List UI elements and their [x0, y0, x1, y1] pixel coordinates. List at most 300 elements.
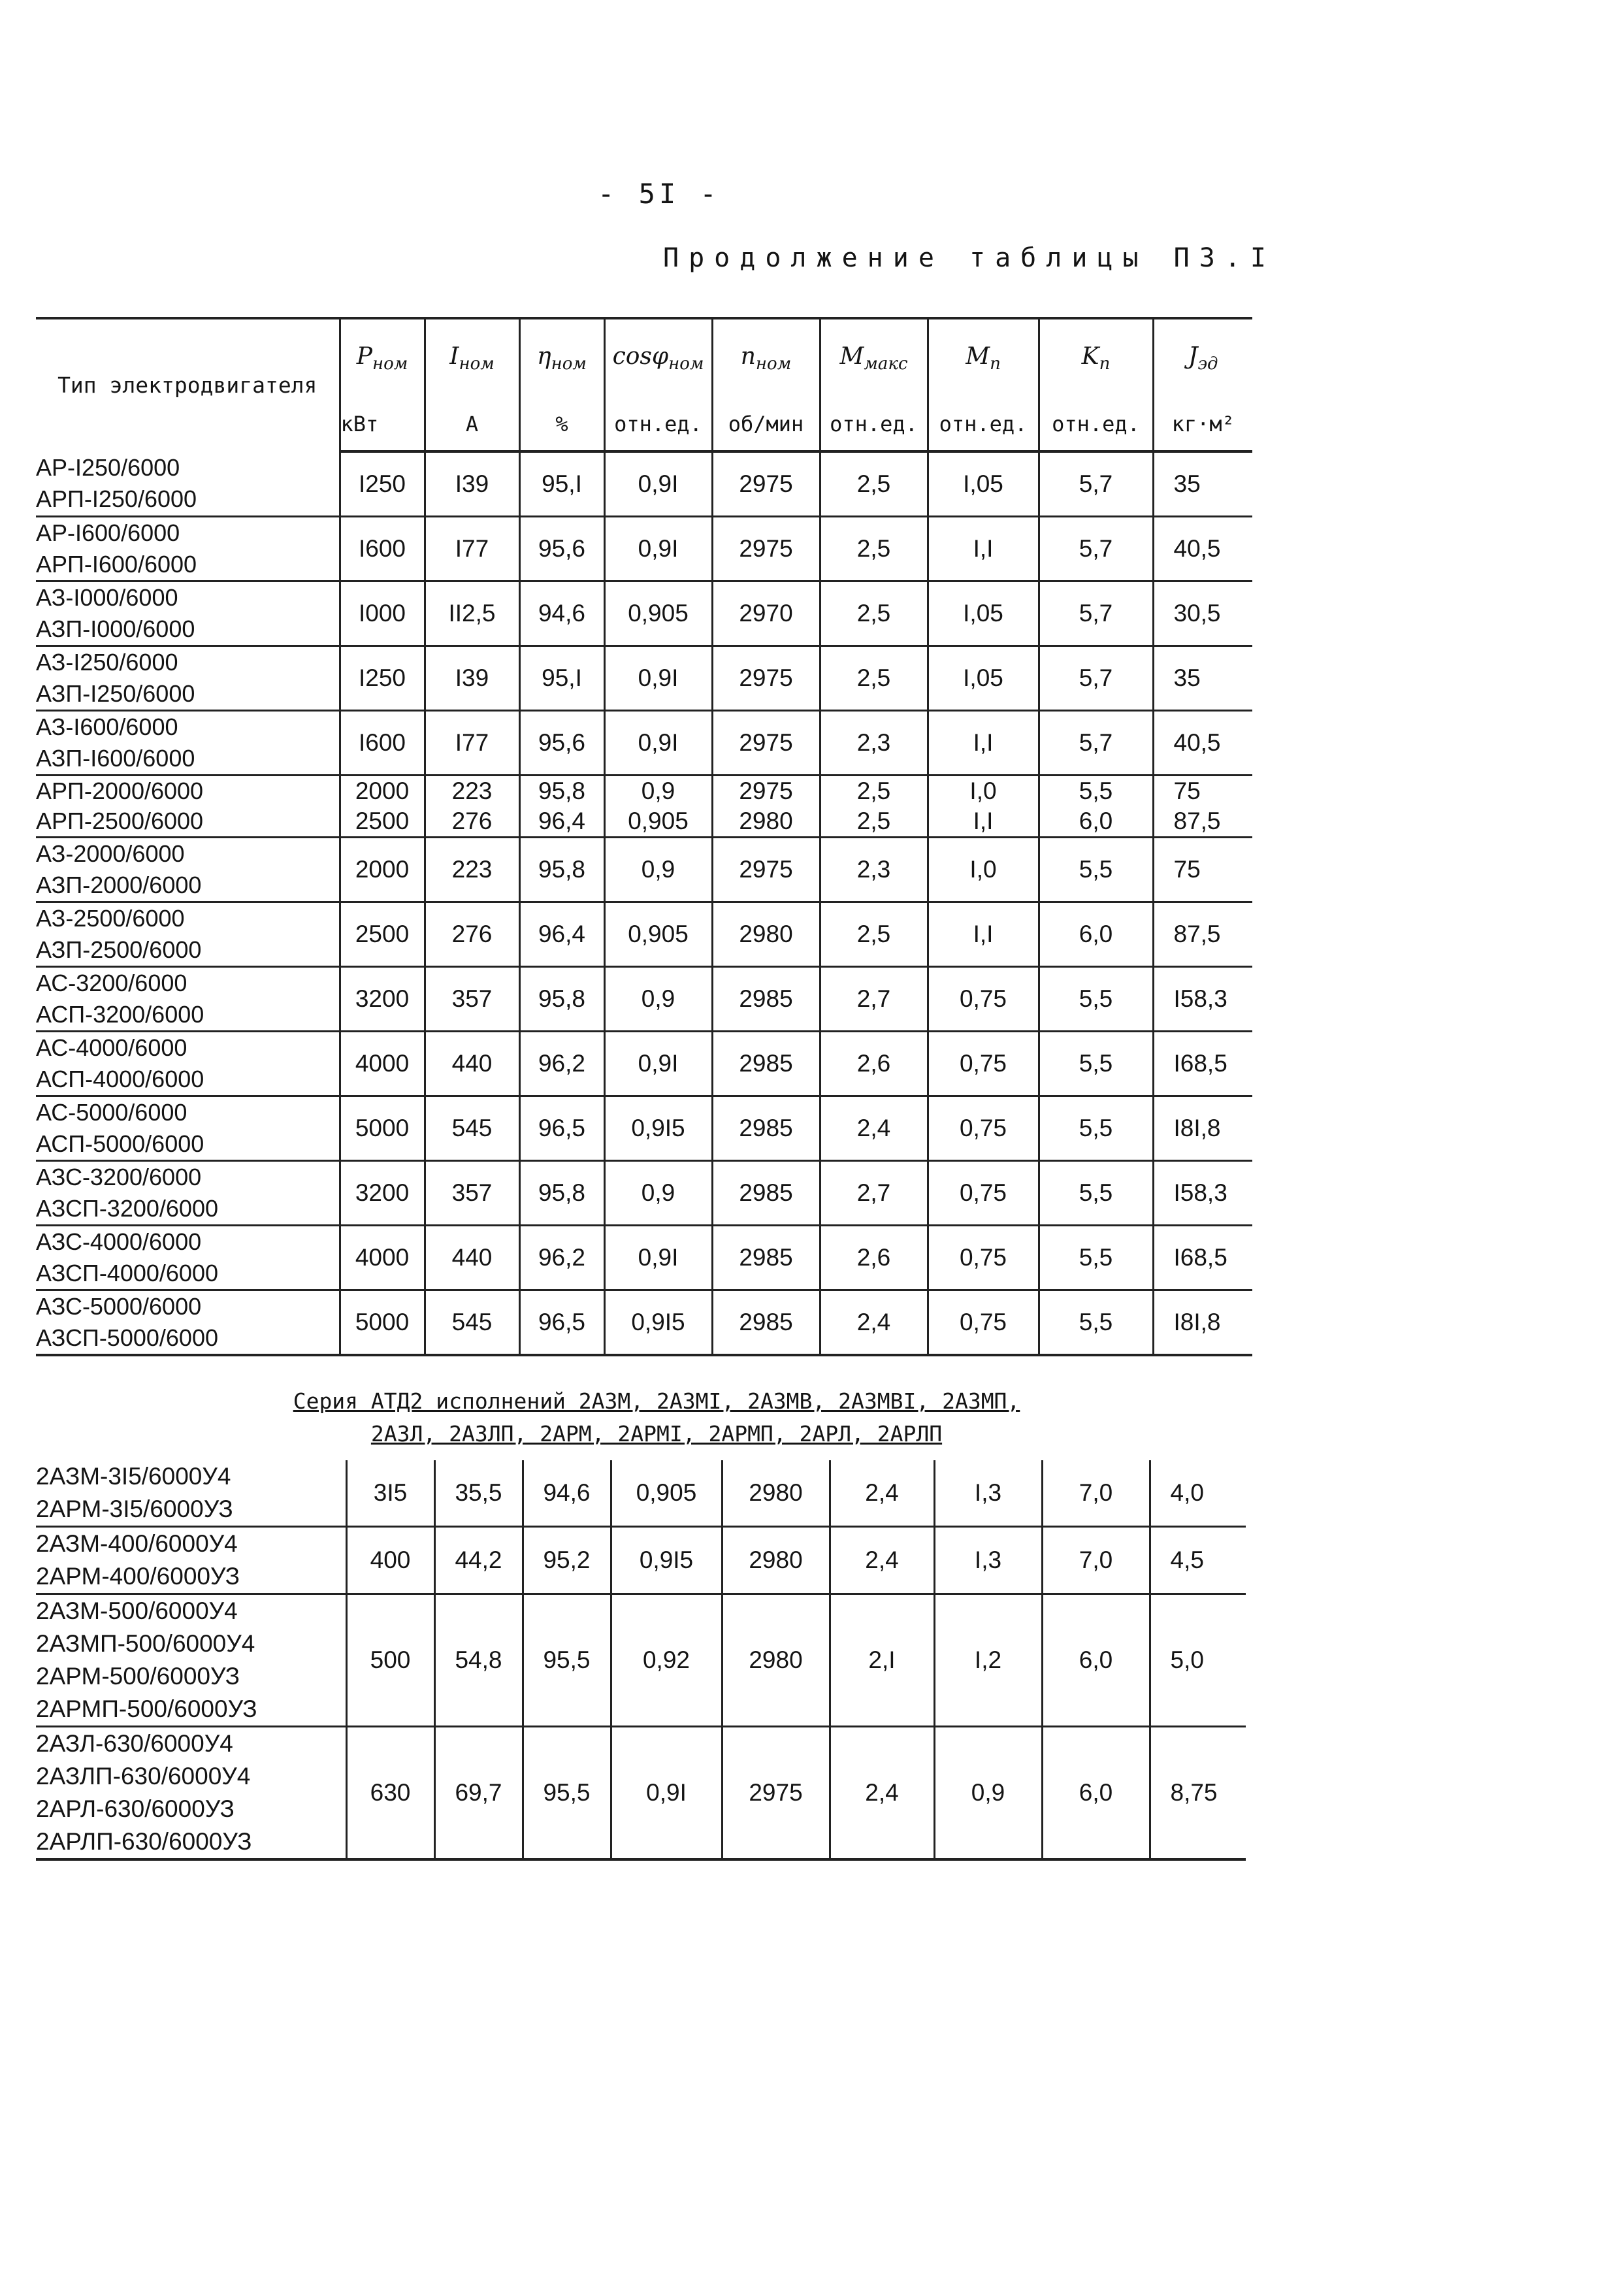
value-cell	[712, 1161, 820, 1226]
value-cell: 95,2	[523, 1527, 611, 1594]
motor-type-cell	[36, 1727, 346, 1860]
value-cell	[340, 1032, 425, 1096]
table-row	[36, 646, 1252, 711]
motor-type-name: 2АРМ-400/6000УЗ	[36, 1563, 240, 1590]
value-cell	[1039, 776, 1153, 838]
value-text: 87,5	[1173, 808, 1221, 834]
value-cell: 0,905	[611, 1460, 722, 1527]
motor-type-name: 2АЗЛП-630/6000У4	[36, 1763, 251, 1790]
value-text: II2,5	[448, 600, 496, 627]
value-text: 2980	[739, 808, 793, 834]
value-cell	[712, 451, 820, 517]
value-text: 0,905	[628, 921, 689, 947]
motor-type-name: АСП-3200/6000	[36, 1001, 204, 1028]
value-text: I,I	[973, 729, 994, 756]
value-text: 5,5	[1079, 1309, 1113, 1335]
motor-type-name: АЗ-2500/6000	[36, 905, 185, 932]
value-cell	[425, 838, 519, 902]
value-text: 0,9I	[638, 535, 679, 562]
value-cell	[604, 451, 712, 517]
value-text: 223	[451, 777, 493, 804]
value-cell	[820, 1032, 928, 1096]
motor-type-cell	[36, 838, 340, 902]
value-text: 0,9I	[638, 1050, 679, 1077]
value-text: 2,5	[856, 470, 891, 497]
value-cell	[928, 1096, 1039, 1161]
value-text: 2,7	[856, 1179, 891, 1206]
value-cell	[340, 1226, 425, 1290]
value-text: 5,5	[1079, 856, 1113, 883]
value-cell: I,3	[934, 1527, 1042, 1594]
value-cell	[604, 1161, 712, 1226]
value-cell	[1039, 1096, 1153, 1161]
value-cell	[340, 1161, 425, 1226]
value-cell	[604, 838, 712, 902]
value-text: 5,7	[1079, 664, 1113, 691]
motor-type-name: АС-5000/6000	[36, 1099, 187, 1126]
value-text: 0,75	[959, 1115, 1007, 1141]
column-header-symbol: $J_{эд}$	[1153, 318, 1252, 398]
value-text: 2500	[355, 921, 410, 947]
motor-type-cell	[36, 1161, 340, 1226]
value-text: 95,I	[542, 470, 582, 497]
motor-type-cell	[36, 1032, 340, 1096]
value-text: I250	[358, 470, 406, 497]
value-cell	[425, 967, 519, 1032]
motor-type-name: 2АЗЛ-630/6000У4	[36, 1730, 233, 1757]
value-cell: 0,9I5	[611, 1527, 722, 1594]
value-text: I68,5	[1173, 1050, 1227, 1077]
motor-type-cell	[36, 581, 340, 646]
column-header-symbol: cosφ$_{ном}$	[604, 318, 712, 398]
value-cell	[340, 451, 425, 517]
value-text: 95,8	[538, 1179, 585, 1206]
value-cell	[604, 517, 712, 581]
value-text: 94,6	[538, 600, 585, 627]
motor-type-name: АЗСП-3200/6000	[36, 1195, 218, 1222]
value-text: 545	[451, 1115, 493, 1141]
value-text: 0,9I5	[631, 1115, 685, 1141]
value-cell	[519, 711, 604, 776]
value-cell	[604, 1096, 712, 1161]
value-text: 87,5	[1173, 921, 1221, 947]
value-text: I58,3	[1173, 985, 1227, 1012]
value-text: 96,4	[538, 808, 585, 834]
value-cell: 95,5	[523, 1594, 611, 1727]
column-header-unit: А	[425, 398, 519, 451]
value-cell	[820, 581, 928, 646]
motor-type-name: АЗП-2000/6000	[36, 872, 202, 898]
value-cell	[928, 646, 1039, 711]
value-cell	[519, 776, 604, 838]
motor-type-name: АЗС-5000/6000	[36, 1293, 202, 1320]
value-text: 5,7	[1079, 470, 1113, 497]
value-cell: 0,9I	[611, 1727, 722, 1860]
value-cell	[340, 1096, 425, 1161]
value-cell	[928, 711, 1039, 776]
motor-type-cell	[36, 646, 340, 711]
value-text: 95,6	[538, 535, 585, 562]
table-row	[36, 1727, 1246, 1860]
value-cell	[1153, 902, 1252, 967]
motor-type-name: 2АЗМ-400/6000У4	[36, 1530, 238, 1557]
value-cell	[712, 967, 820, 1032]
value-text: 2500	[355, 808, 410, 834]
motor-type-name: АС-4000/6000	[36, 1034, 187, 1061]
value-cell	[928, 838, 1039, 902]
motor-type-name: АР-I600/6000	[36, 519, 180, 546]
value-cell	[519, 451, 604, 517]
table-row	[36, 967, 1252, 1032]
value-cell	[1039, 1290, 1153, 1356]
value-cell	[519, 517, 604, 581]
value-cell: 6,0	[1042, 1594, 1150, 1727]
value-cell	[712, 711, 820, 776]
column-header-unit: об/мин	[712, 398, 820, 451]
value-text: 2985	[739, 1244, 793, 1271]
value-cell	[712, 646, 820, 711]
value-text: 95,I	[542, 664, 582, 691]
value-cell	[1039, 711, 1153, 776]
motor-parameters-table	[36, 317, 1252, 1356]
value-cell	[928, 451, 1039, 517]
value-text: 35	[1173, 664, 1201, 691]
value-cell	[1153, 1096, 1252, 1161]
motor-type-cell	[36, 451, 340, 517]
value-cell	[425, 1161, 519, 1226]
motor-type-name: АЗС-4000/6000	[36, 1228, 202, 1255]
value-cell	[340, 776, 425, 838]
value-cell	[604, 902, 712, 967]
value-cell: 400	[346, 1527, 434, 1594]
value-text: I,I	[973, 921, 994, 947]
value-text: 3200	[355, 1179, 410, 1206]
value-text: 2985	[739, 1309, 793, 1335]
value-text: 5,7	[1079, 600, 1113, 627]
motor-type-name: АЗ-I250/6000	[36, 649, 178, 676]
value-cell	[425, 451, 519, 517]
value-text: I77	[455, 535, 489, 562]
value-cell	[340, 711, 425, 776]
motor-type-name: 2АРМ-3I5/6000УЗ	[36, 1496, 233, 1522]
value-text: 5000	[355, 1115, 410, 1141]
value-text: 0,75	[959, 1179, 1007, 1206]
value-cell	[519, 1161, 604, 1226]
column-header-unit: отн.ед.	[1039, 398, 1153, 451]
value-cell	[340, 517, 425, 581]
value-text: 40,5	[1173, 729, 1221, 756]
value-cell	[820, 776, 928, 838]
value-text: 2,4	[856, 1309, 891, 1335]
value-text: 276	[451, 808, 493, 834]
column-header-symbol: $K_п$	[1039, 318, 1153, 398]
value-text: 2,4	[856, 1115, 891, 1141]
motor-type-cell	[36, 1527, 346, 1594]
value-cell	[604, 711, 712, 776]
value-cell: 0,92	[611, 1594, 722, 1727]
value-cell	[340, 838, 425, 902]
column-header-symbol: $I_{ном}$	[425, 318, 519, 398]
value-text: 0,9	[641, 1179, 675, 1206]
column-header-symbol: $M_{макс}$	[820, 318, 928, 398]
column-header-symbol: $\eta_{ном}$	[519, 318, 604, 398]
value-text: 5,7	[1079, 535, 1113, 562]
value-cell	[712, 1096, 820, 1161]
value-text: 0,75	[959, 985, 1007, 1012]
value-cell	[1039, 902, 1153, 967]
value-cell	[820, 1096, 928, 1161]
value-cell	[712, 1032, 820, 1096]
column-header-symbol: $n_{ном}$	[712, 318, 820, 398]
value-cell: 2980	[722, 1594, 830, 1727]
value-cell	[519, 1226, 604, 1290]
value-cell	[1039, 646, 1153, 711]
column-header-symbol: $M_п$	[928, 318, 1039, 398]
value-cell	[1153, 1032, 1252, 1096]
value-text: 95,8	[538, 985, 585, 1012]
value-text: I,0	[969, 856, 997, 883]
column-header-unit: отн.ед.	[928, 398, 1039, 451]
value-cell	[425, 1290, 519, 1356]
motor-type-cell	[36, 1460, 346, 1527]
value-cell	[928, 1290, 1039, 1356]
value-cell	[1153, 1226, 1252, 1290]
value-cell	[604, 1290, 712, 1356]
motor-type-cell	[36, 1226, 340, 1290]
value-text: 2,5	[856, 808, 891, 834]
value-text: I8I,8	[1173, 1309, 1221, 1335]
value-cell	[820, 517, 928, 581]
value-cell	[519, 902, 604, 967]
value-text: 223	[451, 856, 493, 883]
value-cell	[928, 967, 1039, 1032]
motor-type-name: 2АРМ-500/6000УЗ	[36, 1663, 240, 1690]
value-text: 2975	[739, 664, 793, 691]
value-cell	[712, 1226, 820, 1290]
value-cell	[1153, 776, 1252, 838]
value-cell: 3I5	[346, 1460, 434, 1527]
motor-type-name: 2АЗМ-3I5/6000У4	[36, 1463, 231, 1490]
value-cell	[928, 517, 1039, 581]
value-cell	[820, 902, 928, 967]
value-text: 5,5	[1079, 1050, 1113, 1077]
value-text: 2975	[739, 535, 793, 562]
value-cell: 54,8	[434, 1594, 523, 1727]
value-cell: 4,0	[1150, 1460, 1246, 1527]
value-text: 2,3	[856, 729, 891, 756]
column-header-unit: кВт	[340, 398, 425, 451]
value-cell: 2975	[722, 1727, 830, 1860]
value-cell	[820, 967, 928, 1032]
motor-type-name: АСП-5000/6000	[36, 1130, 204, 1157]
value-text: 4000	[355, 1244, 410, 1271]
table-row	[36, 776, 1252, 838]
motor-type-cell	[36, 1594, 346, 1727]
table-row	[36, 451, 1252, 517]
value-cell	[820, 838, 928, 902]
value-text: 0,9I	[638, 470, 679, 497]
value-text: I,05	[963, 664, 1003, 691]
value-text: 2,7	[856, 985, 891, 1012]
value-cell	[712, 1290, 820, 1356]
value-cell	[712, 902, 820, 967]
value-cell	[928, 776, 1039, 838]
motor-type-name: АЗП-I250/6000	[36, 680, 195, 707]
motor-type-name: АЗП-I000/6000	[36, 615, 195, 642]
column-header-unit: кг·м²	[1153, 398, 1252, 451]
value-cell	[820, 711, 928, 776]
value-cell	[340, 646, 425, 711]
motor-type-name: АР-I250/6000	[36, 454, 180, 481]
value-cell	[425, 902, 519, 967]
value-cell	[519, 1096, 604, 1161]
value-text: 6,0	[1079, 808, 1113, 834]
value-text: 5,5	[1079, 1115, 1113, 1141]
value-text: 96,4	[538, 921, 585, 947]
table-row	[36, 581, 1252, 646]
motor-type-name: 2АЗМП-500/6000У4	[36, 1630, 255, 1657]
value-cell	[1153, 581, 1252, 646]
value-text: 5,5	[1079, 1244, 1113, 1271]
table-row	[36, 1161, 1252, 1226]
table-row	[36, 1032, 1252, 1096]
motor-type-name: АЗП-2500/6000	[36, 936, 202, 963]
value-text: I600	[358, 535, 406, 562]
motor-type-cell	[36, 711, 340, 776]
motor-type-name: 2АРЛП-630/6000УЗ	[36, 1828, 252, 1855]
table-row	[36, 1226, 1252, 1290]
value-cell	[519, 1290, 604, 1356]
value-cell: 2,I	[830, 1594, 934, 1727]
value-text: 2,5	[856, 535, 891, 562]
value-text: 75	[1173, 777, 1201, 804]
value-text: 0,9I	[638, 664, 679, 691]
motor-type-name: АРП-2500/6000	[36, 808, 204, 834]
motor-type-cell	[36, 1096, 340, 1161]
value-text: 0,9	[641, 985, 675, 1012]
series-atd2-table	[36, 1460, 1246, 1861]
value-cell	[340, 581, 425, 646]
motor-type-cell	[36, 1290, 340, 1356]
value-cell	[604, 581, 712, 646]
table-row	[36, 902, 1252, 967]
value-cell	[1039, 517, 1153, 581]
value-text: 2970	[739, 600, 793, 627]
value-text: 0,9I	[638, 1244, 679, 1271]
value-text: 2985	[739, 1179, 793, 1206]
value-text: 440	[451, 1244, 493, 1271]
value-cell: 2,4	[830, 1527, 934, 1594]
value-text: 0,9I5	[631, 1309, 685, 1335]
value-text: 357	[451, 985, 493, 1012]
value-text: I,05	[963, 470, 1003, 497]
table-row	[36, 711, 1252, 776]
value-text: 30,5	[1173, 600, 1221, 627]
value-cell	[928, 1226, 1039, 1290]
value-cell	[712, 776, 820, 838]
motor-type-name: АЗСП-5000/6000	[36, 1324, 218, 1351]
value-text: 2000	[355, 777, 410, 804]
value-cell	[1153, 1161, 1252, 1226]
motor-type-name: АЗСП-4000/6000	[36, 1260, 218, 1286]
value-cell	[1153, 646, 1252, 711]
value-cell	[1153, 967, 1252, 1032]
value-cell	[519, 838, 604, 902]
value-text: 0,9	[641, 777, 675, 804]
value-cell: 7,0	[1042, 1460, 1150, 1527]
value-cell	[820, 1161, 928, 1226]
motor-type-name: АРП-I600/6000	[36, 551, 197, 578]
value-cell	[1039, 581, 1153, 646]
value-text: 5,7	[1079, 729, 1113, 756]
value-cell	[820, 1226, 928, 1290]
value-cell	[1039, 838, 1153, 902]
series-heading	[287, 1385, 1026, 1450]
value-cell: 4,5	[1150, 1527, 1246, 1594]
value-cell	[425, 646, 519, 711]
value-cell: 35,5	[434, 1460, 523, 1527]
motor-type-cell	[36, 517, 340, 581]
value-text: 5000	[355, 1309, 410, 1335]
value-cell	[928, 1161, 1039, 1226]
value-text: I39	[455, 470, 489, 497]
value-text: 75	[1173, 856, 1201, 883]
value-cell	[712, 581, 820, 646]
value-text: 2,6	[856, 1050, 891, 1077]
value-text: 2985	[739, 985, 793, 1012]
value-cell	[1153, 517, 1252, 581]
value-text: 96,5	[538, 1115, 585, 1141]
value-text: I,I	[973, 808, 994, 834]
value-cell: 630	[346, 1727, 434, 1860]
value-cell	[604, 776, 712, 838]
value-text: 2975	[739, 777, 793, 804]
value-cell: 2980	[722, 1527, 830, 1594]
column-header-unit: %	[519, 398, 604, 451]
value-text: 6,0	[1079, 921, 1113, 947]
value-text: I,I	[973, 535, 994, 562]
value-text: 95,8	[538, 856, 585, 883]
motor-type-name: АЗ-I600/6000	[36, 713, 178, 740]
table-row	[36, 1096, 1252, 1161]
value-text: 2975	[739, 470, 793, 497]
value-text: 3200	[355, 985, 410, 1012]
value-text: 545	[451, 1309, 493, 1335]
value-text: 5,5	[1079, 1179, 1113, 1206]
motor-type-name: АЗ-2000/6000	[36, 840, 185, 867]
value-text: I39	[455, 664, 489, 691]
value-cell	[1153, 838, 1252, 902]
value-text: 2985	[739, 1050, 793, 1077]
value-cell	[425, 1096, 519, 1161]
table-row	[36, 1290, 1252, 1356]
value-cell	[1039, 451, 1153, 517]
motor-type-name: АЗ-I000/6000	[36, 584, 178, 611]
series-heading-line: 2АЗЛ, 2АЗЛП, 2АРМ, 2АРМI, 2АРМП, 2АРЛ, 2АРЛП	[370, 1421, 943, 1447]
column-header-symbol: $P_{ном}$	[340, 318, 425, 398]
value-cell	[1153, 451, 1252, 517]
value-cell	[928, 1032, 1039, 1096]
value-cell	[425, 776, 519, 838]
value-cell	[928, 902, 1039, 967]
value-cell	[820, 451, 928, 517]
table-continuation-label: Продолжение таблицы ПЗ.I	[663, 243, 1276, 273]
value-text: 96,2	[538, 1244, 585, 1271]
value-cell	[1039, 1032, 1153, 1096]
value-text: 96,5	[538, 1309, 585, 1335]
value-text: 95,6	[538, 729, 585, 756]
value-cell: 69,7	[434, 1727, 523, 1860]
